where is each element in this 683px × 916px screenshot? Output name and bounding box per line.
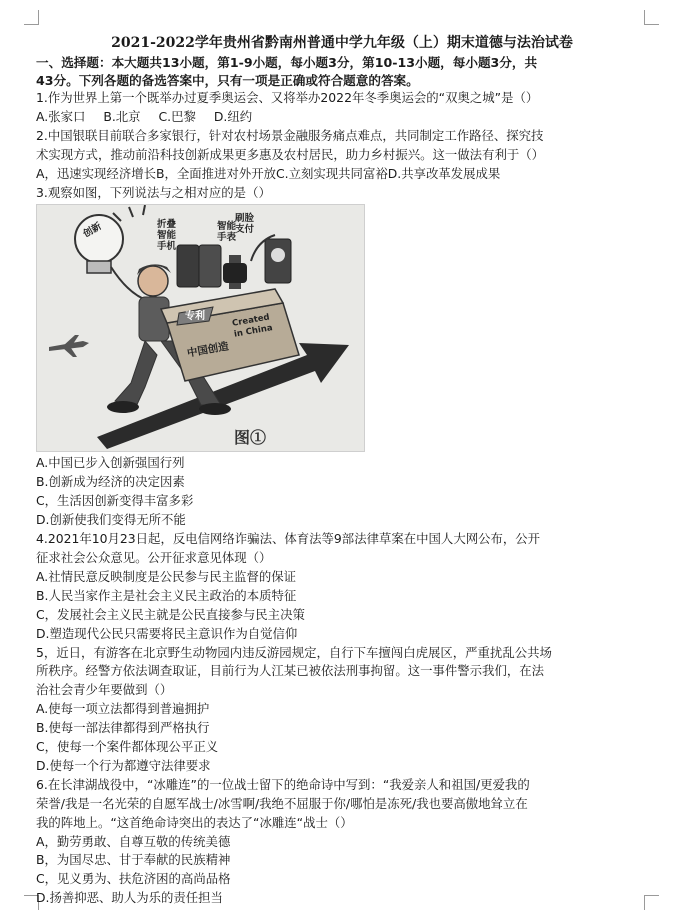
exam-title: 2021-2022学年贵州省黔南州普通中学九年级（上）期末道德与法治试卷: [111, 35, 573, 51]
q6-option-a: A，勤劳勇敢、自尊互敬的传统美德: [36, 833, 231, 849]
q5-option-c: C，使每一个案件都体现公平正义: [36, 739, 219, 755]
question-4: [36, 530, 648, 643]
figure-label-china-creation: 中国创造: [186, 340, 230, 361]
figure-label-innovation: 创新: [81, 221, 104, 241]
section-instructions: [36, 54, 648, 89]
watch-product-icon: [223, 255, 247, 289]
question-3-stem: 3.观察如图，下列说法与之相对应的是（）: [36, 184, 271, 200]
q5-option-b: B.使每一部法律都得到严格执行: [36, 720, 210, 736]
question-1: [36, 89, 648, 127]
q6-option-b: B，为国尽忠、甘于奉献的民族精神: [36, 852, 231, 868]
q1-option-b: B.北京: [103, 108, 141, 124]
corner-mark-top-left: [24, 10, 39, 25]
question-5-stem-line-2: 所秩序。经警方依法调查取证，目前行为人江某已被依法刑事拘留。这一事件警示我们，在法: [36, 663, 545, 679]
q4-option-c: C，发展社会主义民主就是公民直接参与民主决策: [36, 606, 305, 622]
q1-option-d: D.纽约: [213, 108, 253, 124]
question-6: [36, 776, 648, 908]
figure-label-payment: 刷脸支付: [235, 213, 255, 236]
question-2: [36, 127, 648, 184]
figure-caption: 图①: [233, 428, 266, 448]
question-2-options: A，迅速实现经济增长B，全面推进对外开放C.立刻实现共同富裕D.共享改革发展成果: [36, 165, 501, 181]
question-1-options: [36, 108, 648, 127]
question-6-stem-line-3: 我的阵地上。“这首绝命诗突出的表达了“冰雕连“战士（）: [36, 814, 353, 830]
question-3: [36, 184, 648, 531]
question-2-stem-line-2: 术实现方式，推动前沿科技创新成果更多惠及农村居民，助力乡村振兴。这一做法有利于（）: [36, 146, 545, 162]
figure-label-patent: 专利: [185, 311, 205, 323]
exam-page: [36, 34, 648, 908]
question-5-stem-line-1: 5，近日，有游客在北京野生动物园内违反游园规定，自行下车擅闯白虎展区，严重扰乱公共场: [36, 644, 552, 660]
question-1-stem: 1.作为世界上第一个既举办过夏季奥运会、又将举办2022年冬季奥运会的“双奥之城”是（）: [36, 90, 539, 105]
question-2-stem-line-1: 2.中国银联目前联合多家银行，针对农村场景金融服务痛点难点，共同制定工作路径、探究技: [36, 127, 544, 143]
figure-label-created-in-china: Created in China: [231, 312, 274, 341]
question-4-stem-line-2: 征求社会公众意见。公开征求意见体现（）: [36, 549, 272, 565]
q4-option-b: B.人民当家作主是社会主义民主政治的本质特征: [36, 587, 297, 603]
q4-option-a: A.社情民意反映制度是公民参与民主监督的保证: [36, 568, 297, 584]
q5-option-a: A.使每一项立法都得到普遍拥护: [36, 701, 210, 717]
figure-label-watch: 智能手表: [217, 221, 237, 244]
q3-option-b: B.创新成为经济的决定因素: [36, 474, 185, 490]
q3-option-c: C，生活因创新变得丰富多彩: [36, 493, 194, 509]
question-6-stem-line-1: 6.在长津湖战役中，“冰雕连”的一位战士留下的绝命诗中写到：“我爱亲人和祖国/更爱我的: [36, 776, 530, 792]
q3-option-a: A.中国已步入创新强国行列: [36, 455, 185, 471]
corner-mark-top-right: [644, 10, 659, 25]
question-5: [36, 644, 648, 776]
question-5-stem-line-3: 治社会青少年要做到（）: [36, 682, 173, 698]
q1-option-c: C.巴黎: [158, 108, 196, 124]
sparkle-lines: [113, 205, 145, 221]
q6-option-c: C，见义勇为、扶危济困的高尚品格: [36, 871, 231, 887]
figure-label-phone: 折叠智能手机: [157, 219, 177, 253]
face-payment-icon: [251, 235, 291, 283]
section-line-2: 43分。下列各题的备选答案中，只有一项是正确或符合题意的答案。: [36, 72, 419, 88]
question-6-stem-line-2: 荣誉/我是一名光荣的自愿军战士/冰雪啊/我绝不屈服于你/哪怕是冻死/我也要高傲地耸立在: [36, 795, 528, 811]
q5-option-d: D.使每一个行为都遵守法律要求: [36, 757, 211, 773]
q6-option-d: D.扬善抑恶、助人为乐的责任担当: [36, 890, 223, 906]
q4-option-d: D.塑造现代公民只需要将民主意识作为自觉信仰: [36, 625, 298, 641]
cartoon-illustration: [37, 205, 364, 451]
question-3-cartoon-figure: [36, 204, 365, 452]
section-line-1: 一、选择题：本大题共13小题，第1-9小题，每小题3分，第10-13小题，每小题3分，共: [36, 55, 538, 70]
q1-option-a: A.张家口: [36, 108, 86, 124]
question-4-stem-line-1: 4.2021年10月23日起，反电信网络诈骗法、体育法等9部法律草案在中国人大网公布，公开: [36, 531, 541, 547]
q3-option-d: D.创新使我们变得无所不能: [36, 512, 186, 528]
airplane-icon: [49, 335, 89, 357]
